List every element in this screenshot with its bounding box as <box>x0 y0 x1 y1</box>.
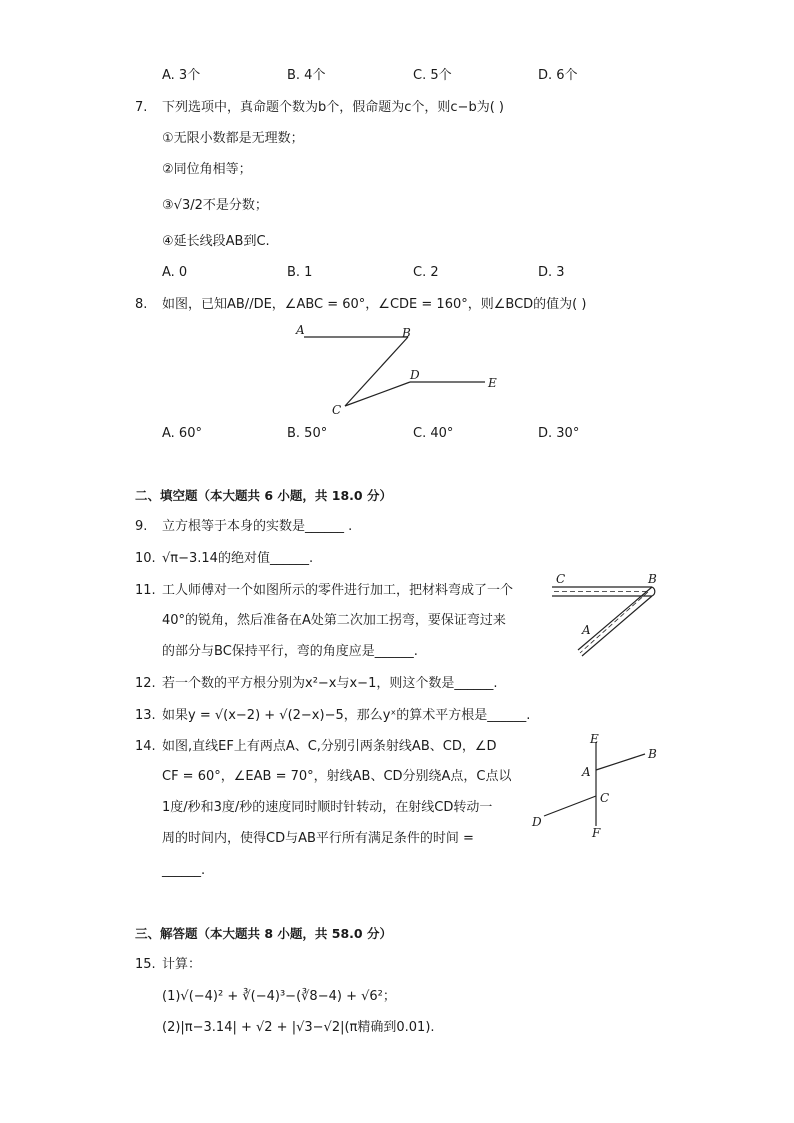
q8-label-d: D <box>410 368 420 382</box>
q9-text: 立方根等于本身的实数是______ . <box>162 519 353 534</box>
q11-line-3: 的部分与BC保持平行，弯的角度应是______. <box>162 644 418 659</box>
q8-figure <box>290 318 510 418</box>
q8-label-b: B <box>402 326 411 340</box>
q14-line-2: CF = 60°，∠EAB = 70°，射线AB、CD分别绕A点，C点以 <box>162 769 512 784</box>
q14-number: 14. <box>135 739 156 754</box>
q11-label-c: C <box>556 572 566 586</box>
q14-label-b: B <box>648 747 657 761</box>
q8-number: 8. <box>135 297 148 312</box>
q11-label-a: A <box>582 623 591 637</box>
q14-label-d: D <box>532 815 542 829</box>
q8-option-a: A. 60° <box>162 426 202 441</box>
q8-label-a: A <box>296 323 305 337</box>
q8-option-c: C. 40° <box>413 426 454 441</box>
section-fill-blank-title: 二、填空题（本大题共 6 小题，共 18.0 分） <box>135 488 392 503</box>
section-solve-title: 三、解答题（本大题共 8 小题，共 58.0 分） <box>135 926 392 941</box>
q12-number: 12. <box>135 676 156 691</box>
q7-item-2: ②同位角相等； <box>162 162 252 177</box>
q7-item-1: ①无限小数都是无理数； <box>162 131 304 146</box>
q14-line-5: ______. <box>162 863 206 878</box>
q15-part-1: (1)√(−4)² + ∛(−4)³−(∛8−4) + √6²； <box>162 989 396 1004</box>
q14-label-c: C <box>600 791 610 805</box>
q11-label-b: B <box>648 572 657 586</box>
q14-label-f: F <box>592 826 601 840</box>
q11-figure <box>548 570 672 660</box>
q14-label-e: E <box>590 732 599 746</box>
q14-line-1: 如图,直线EF上有两点A、C,分别引两条射线AB、CD，∠D <box>162 739 497 754</box>
q7-option-c: C. 2 <box>413 265 439 280</box>
q14-figure <box>530 728 665 848</box>
q14-line-3: 1度/秒和3度/秒的速度同时顺时针转动，在射线CD转动一 <box>162 800 493 815</box>
q11-line-1: 工人师傅对一个如图所示的零件进行加工，把材料弯成了一个 <box>162 583 514 598</box>
q8-option-d: D. 30° <box>538 426 580 441</box>
q7-option-b: B. 1 <box>287 265 313 280</box>
q10-number: 10. <box>135 551 156 566</box>
q6-option-a: A. 3个 <box>162 68 201 83</box>
q7-stem: 下列选项中，真命题个数为b个，假命题为c个，则c−b为( ) <box>162 100 504 115</box>
q15-stem: 计算： <box>162 957 202 972</box>
q14-label-a: A <box>582 765 591 779</box>
q9-number: 9. <box>135 519 148 534</box>
q15-number: 15. <box>135 957 156 972</box>
q14-line-4: 周的时间内，使得CD与AB平行所有满足条件的时间 = <box>162 831 474 846</box>
q12-text: 若一个数的平方根分别为x²−x与x−1，则这个数是______. <box>162 676 498 691</box>
q6-option-b: B. 4个 <box>287 68 326 83</box>
q7-item-3: ③√3/2不是分数； <box>162 198 268 213</box>
q8-label-c: C <box>332 403 342 417</box>
q11-number: 11. <box>135 583 156 598</box>
q7-number: 7. <box>135 100 148 115</box>
q8-stem: 如图，已知AB//DE，∠ABC = 60°，∠CDE = 160°，则∠BCD的值为( ) <box>162 297 587 312</box>
q8-option-b: B. 50° <box>287 426 328 441</box>
q10-text: √π−3.14的绝对值______. <box>162 551 314 566</box>
q6-option-c: C. 5个 <box>413 68 452 83</box>
q13-text: 如果y = √(x−2) + √(2−x)−5，那么yˣ的算术平方根是______. <box>162 708 531 723</box>
q11-line-2: 40°的锐角，然后准备在A处第二次加工拐弯，要保证弯过来 <box>162 613 506 628</box>
q15-part-2: (2)|π−3.14| + √2 + |√3−√2|(π精确到0.01). <box>162 1020 435 1035</box>
q6-option-d: D. 6个 <box>538 68 578 83</box>
q7-option-a: A. 0 <box>162 265 188 280</box>
q7-item-4: ④延长线段AB到C. <box>162 234 270 249</box>
q7-option-d: D. 3 <box>538 265 565 280</box>
q8-label-e: E <box>488 376 497 390</box>
q13-number: 13. <box>135 708 156 723</box>
